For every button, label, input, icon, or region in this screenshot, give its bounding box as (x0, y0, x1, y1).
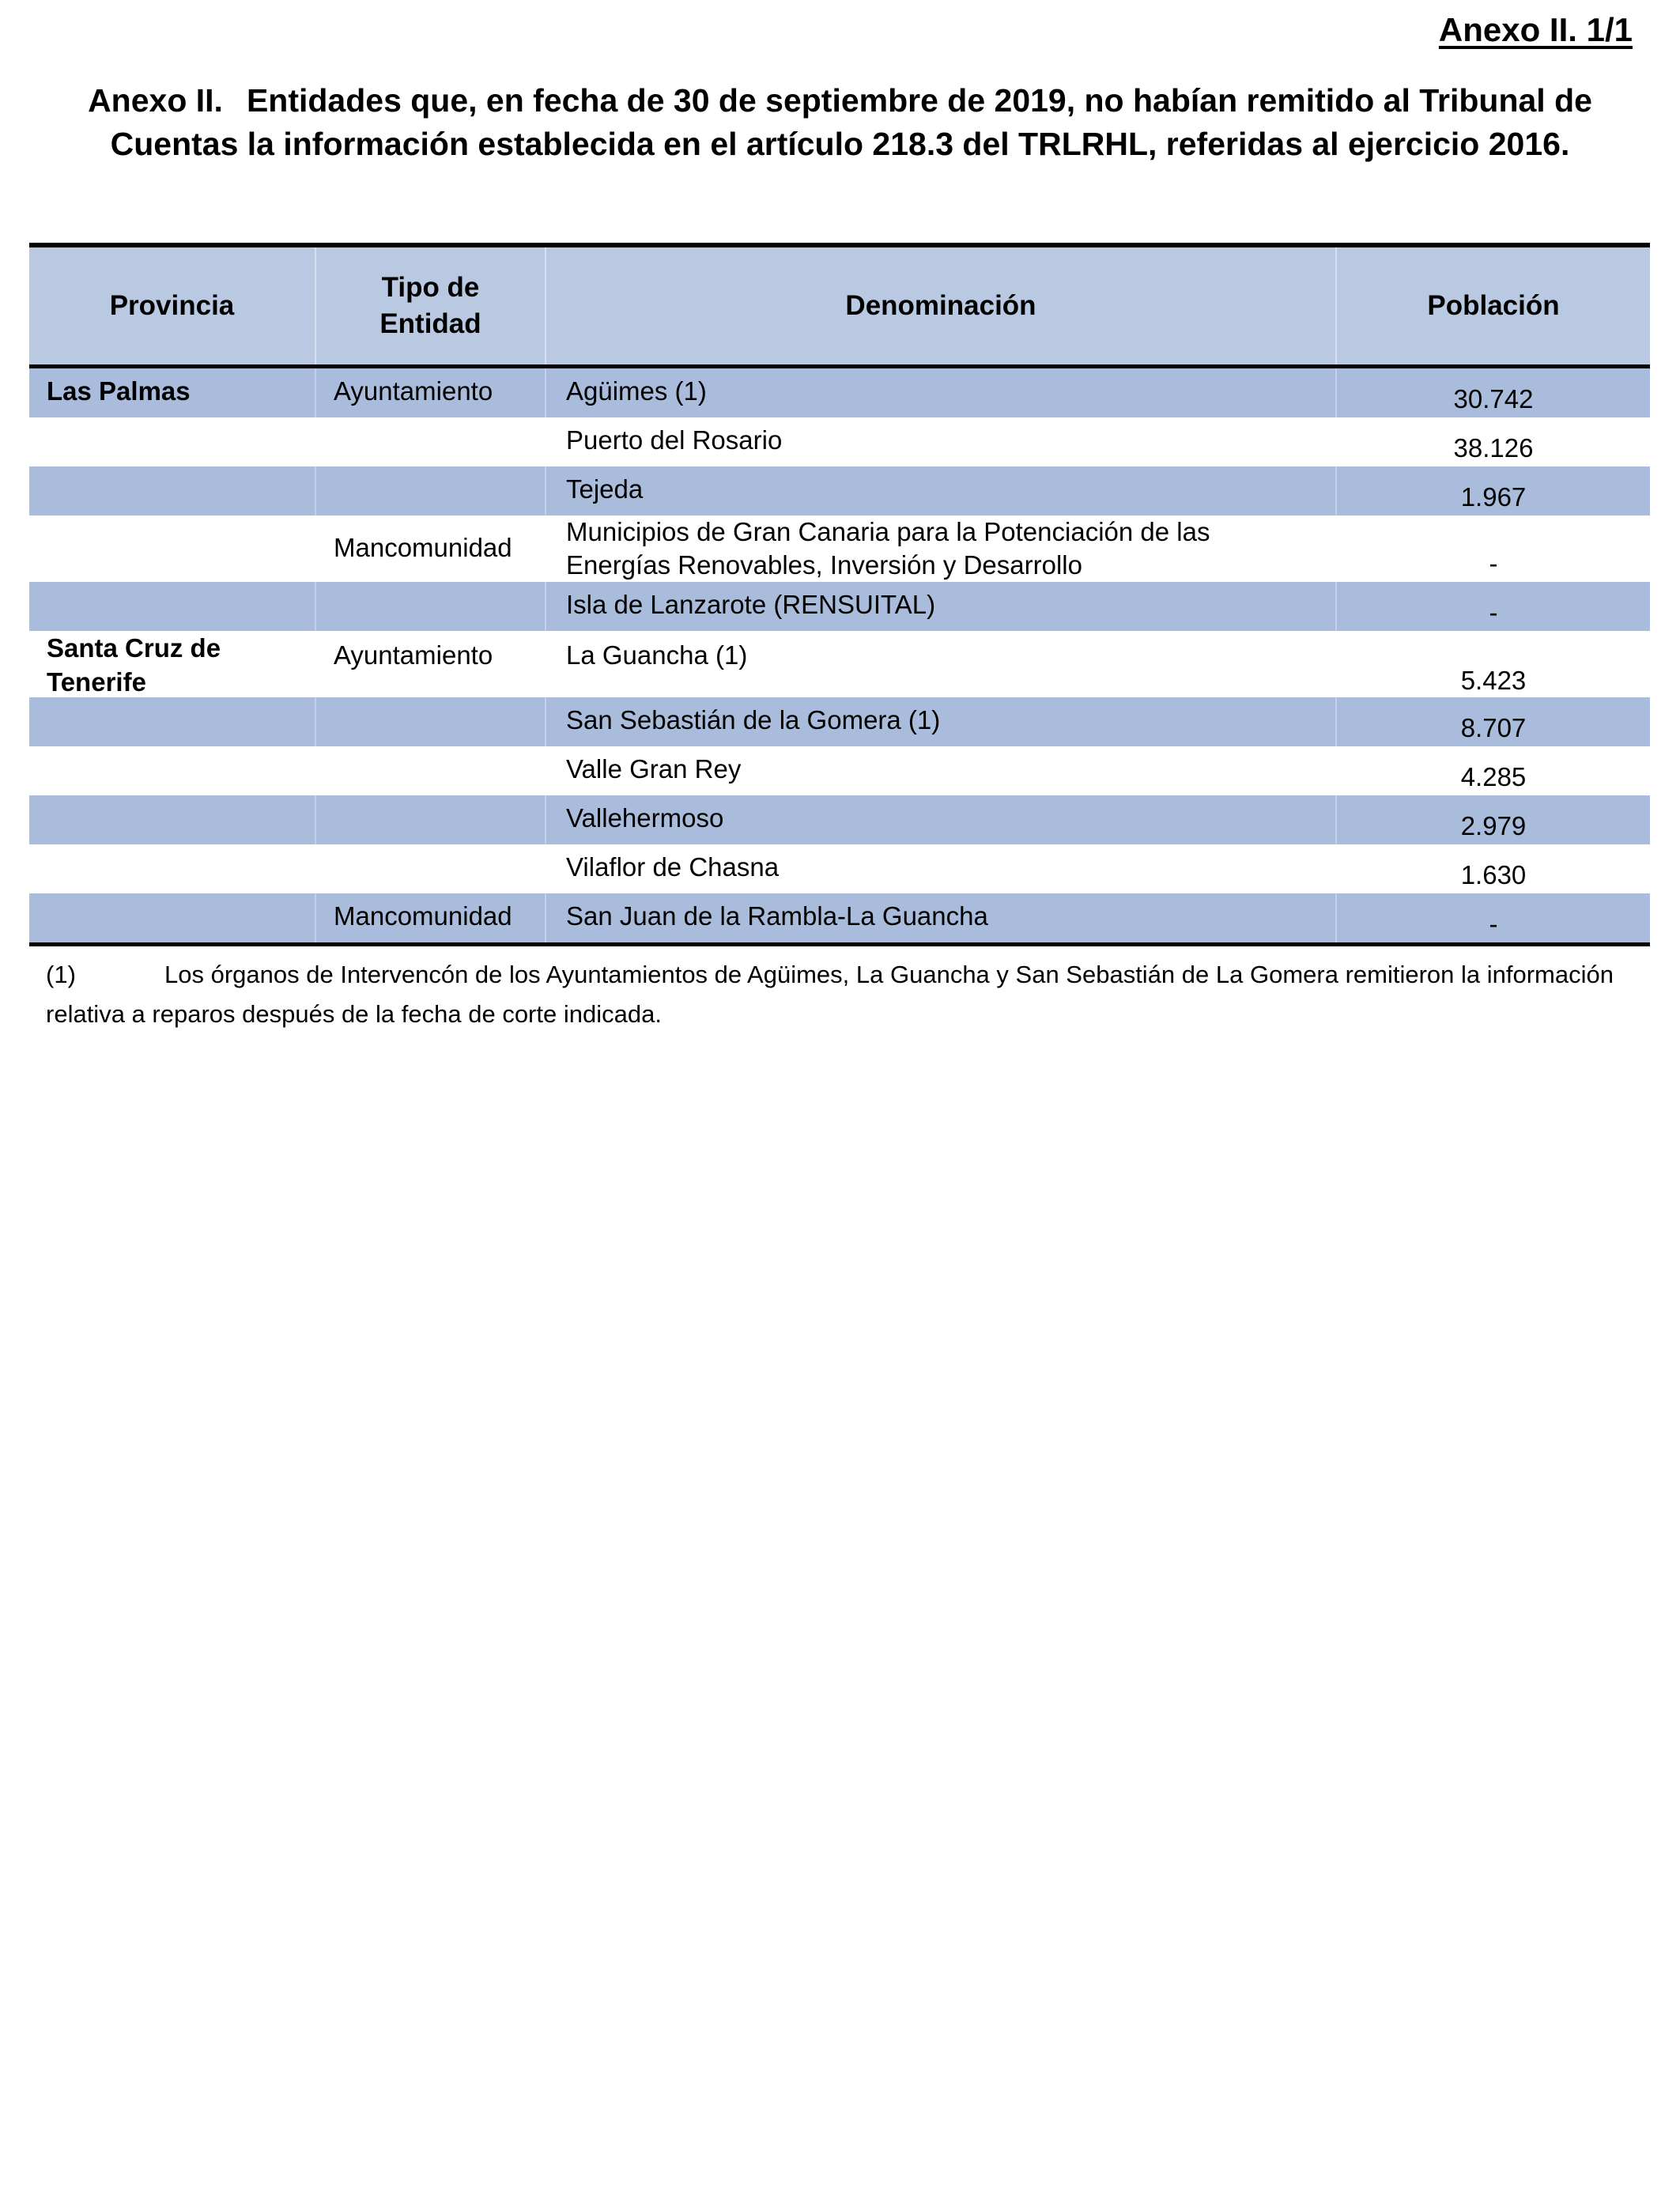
cell-poblacion: 4.285 (1460, 762, 1527, 791)
table-header-row (29, 247, 1650, 368)
cell-provincia (29, 417, 316, 466)
cell-provincia (29, 582, 316, 631)
cell-tipo (316, 795, 546, 844)
column-header-poblacion: Población (1427, 290, 1560, 321)
cell-denominacion: Vallehermoso (546, 795, 1337, 844)
page-reference: Anexo II. 1/1 (1438, 11, 1633, 48)
table-row (29, 795, 1650, 844)
cell-poblacion: 2.979 (1460, 811, 1527, 840)
cell-denominacion: Agüimes (1) (546, 368, 1337, 417)
cell-poblacion: - (1489, 909, 1498, 938)
table-row (29, 844, 1650, 893)
table-row (29, 746, 1650, 795)
cell-tipo (316, 746, 546, 795)
table-row (29, 582, 1650, 631)
footnote-text: Los órganos de Intervencón de los Ayuntamientos de Agüimes, La Guancha y San Sebastián de La Gomera remitieron la información relativa a reparos después de la fecha de corte indicada. (46, 961, 1614, 1028)
table-footnote (46, 955, 1627, 1034)
cell-tipo: Mancomunidad (334, 533, 512, 562)
cell-denominacion: San Juan de la Rambla-La Guancha (546, 893, 1337, 942)
table-row (29, 368, 1650, 417)
cell-denominacion: Isla de Lanzarote (RENSUITAL) (546, 582, 1337, 631)
cell-denominacion: La Guancha (1) (566, 640, 748, 670)
cell-tipo (316, 697, 546, 746)
entities-table (29, 243, 1650, 946)
cell-tipo: Mancomunidad (316, 893, 546, 942)
cell-poblacion: 8.707 (1460, 713, 1527, 742)
title-prefix: Anexo II. (88, 82, 223, 119)
cell-provincia (29, 746, 316, 795)
cell-tipo (316, 466, 546, 515)
cell-poblacion: - (1489, 549, 1498, 578)
cell-provincia (29, 697, 316, 746)
cell-denominacion: Municipios de Gran Canaria para la Potenciación de las Energías Renovables, Inversión y Desarrollo (566, 517, 1210, 580)
cell-tipo (316, 417, 546, 466)
cell-tipo: Ayuntamiento (334, 640, 493, 670)
cell-provincia (29, 893, 316, 942)
cell-tipo (316, 582, 546, 631)
cell-poblacion: 38.126 (1453, 433, 1534, 463)
cell-denominacion: Tejeda (546, 466, 1337, 515)
table-row (29, 466, 1650, 515)
title-text: Entidades que, en fecha de 30 de septiembre de 2019, no habían remitido al Tribunal de Cuentas la información establecida en el artículo 218.3 del TRLRHL, referidas al ejercicio 2016. (110, 82, 1592, 162)
cell-poblacion: 1.967 (1460, 482, 1527, 512)
cell-provincia (29, 795, 316, 844)
table-row (29, 515, 1650, 582)
table-row (29, 893, 1650, 942)
cell-provincia: Las Palmas (29, 368, 316, 417)
document-title (40, 79, 1640, 166)
cell-denominacion: Puerto del Rosario (566, 425, 783, 455)
column-header-denominacion: Denominación (546, 247, 1337, 364)
cell-denominacion: Vilaflor de Chasna (566, 852, 780, 882)
cell-poblacion: 1.630 (1460, 860, 1527, 889)
cell-provincia (29, 466, 316, 515)
table-row (29, 417, 1650, 466)
cell-poblacion: 30.742 (1453, 384, 1534, 413)
column-header-tipo: Tipo de Entidad (316, 247, 546, 364)
cell-provincia (29, 844, 316, 893)
table-row (29, 697, 1650, 746)
footnote-mark: (1) (46, 961, 76, 988)
cell-denominacion: San Sebastián de la Gomera (1) (546, 697, 1337, 746)
cell-provincia: Santa Cruz de Tenerife (47, 633, 221, 697)
cell-provincia (29, 515, 316, 582)
column-header-provincia: Provincia (29, 247, 316, 364)
cell-poblacion: 5.423 (1460, 666, 1527, 695)
cell-denominacion: Valle Gran Rey (566, 754, 742, 784)
cell-poblacion: - (1489, 598, 1498, 627)
cell-tipo: Ayuntamiento (316, 368, 546, 417)
table-row (29, 631, 1650, 697)
cell-tipo (316, 844, 546, 893)
